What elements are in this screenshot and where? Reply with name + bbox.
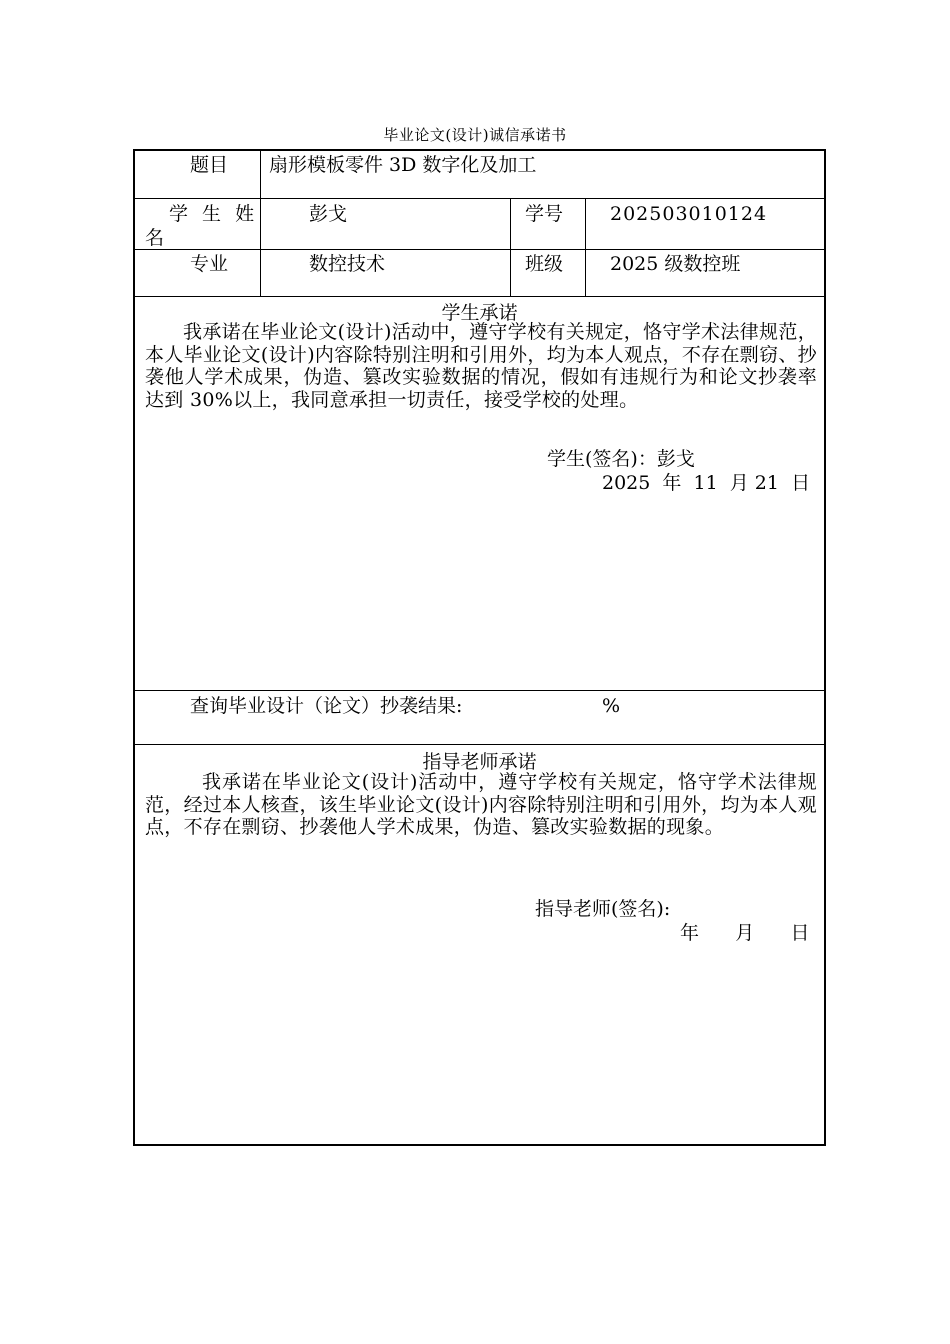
row-divider [135, 249, 824, 250]
row-divider [135, 744, 824, 745]
id-value: 202503010124 [610, 203, 768, 225]
plagiarism-label: 查询毕业设计（论文）抄袭结果: [190, 695, 463, 717]
name-label-cont: 名 [145, 227, 165, 249]
name-label: 学 生 姓 [169, 203, 259, 225]
student-sign-date: 2025 年 11 月 21 日 [602, 472, 811, 494]
document-title: 毕业论文(设计)诚信承诺书 [383, 126, 567, 144]
major-label: 专业 [190, 253, 229, 275]
student-signature: 学生(签名)：彭戈 [547, 448, 695, 470]
row-divider [135, 690, 824, 691]
advisor-pledge-body: 我承诺在毕业论文(设计)活动中，遵守学校有关规定，恪守学术法律规范，经过本人核查，该生毕业论文(设计)内容除特别注明和引用外，均为本人观点，不存在剽窃、抄袭他人学术成果，伪造、篡改实验数据的现象。 [145, 771, 817, 838]
row-divider [135, 296, 824, 297]
topic-value: 扇形模板零件 3D 数字化及加工 [269, 154, 537, 176]
name-value: 彭戈 [309, 203, 348, 225]
column-divider [585, 198, 586, 296]
advisor-signature: 指导老师(签名): [535, 898, 671, 920]
plagiarism-value: % [602, 695, 621, 717]
class-label: 班级 [525, 253, 564, 275]
id-label: 学号 [525, 203, 564, 225]
advisor-pledge-title: 指导老师承诺 [422, 751, 537, 773]
student-pledge-body: 我承诺在毕业论文(设计)活动中，遵守学校有关规定，恪守学术法律规范，本人毕业论文(设计)内容除特别注明和引用外，均为本人观点，不存在剽窃、抄袭他人学术成果，伪造、篡改实验数据的情况，假如有违规行为和论文抄袭率达到 30%以上，我同意承担一切责任，接受学校的处理。 [145, 321, 817, 411]
column-divider [260, 151, 261, 296]
row-divider [135, 198, 824, 199]
student-pledge-title: 学生承诺 [441, 302, 518, 324]
class-value: 2025 级数控班 [610, 253, 741, 275]
pledge-form [133, 149, 826, 1146]
advisor-sign-date: 年 月 日 [680, 922, 810, 944]
topic-label: 题目 [190, 154, 229, 176]
major-value: 数控技术 [309, 253, 386, 275]
column-divider [510, 198, 511, 296]
